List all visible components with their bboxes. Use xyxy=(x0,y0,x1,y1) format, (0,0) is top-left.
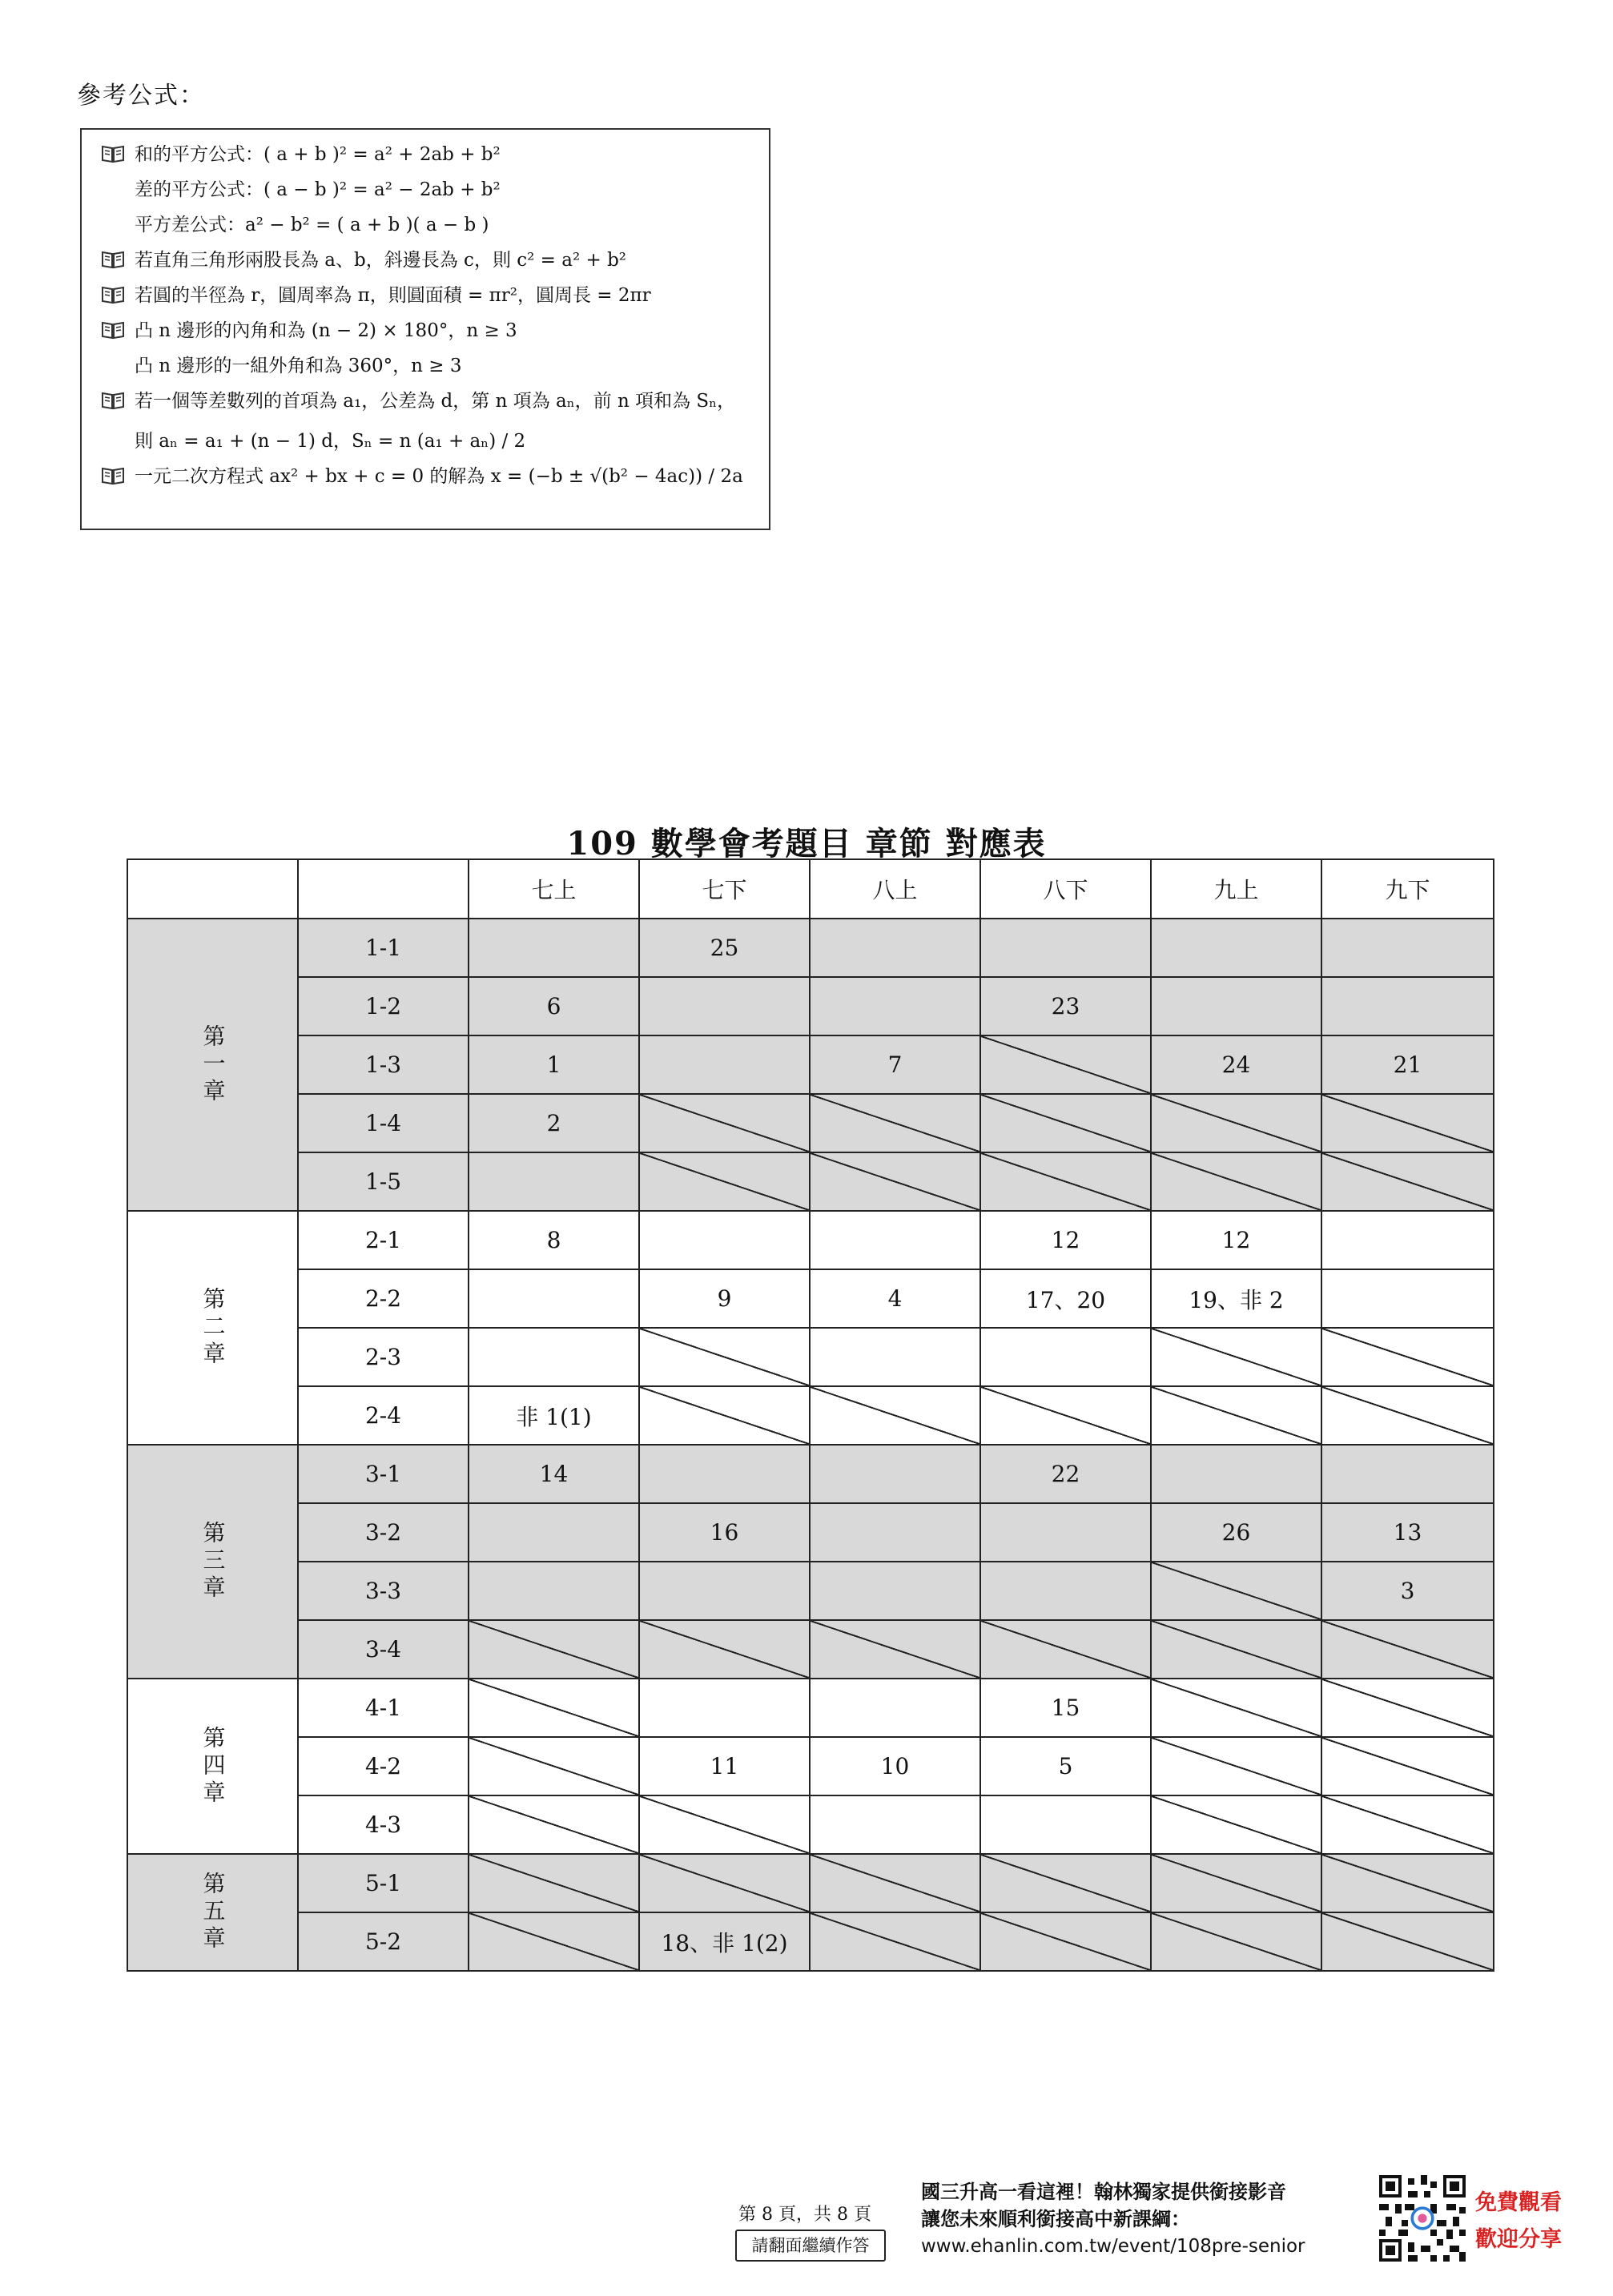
empty-slash-cell xyxy=(980,1152,1151,1211)
section-cell: 1-5 xyxy=(298,1152,469,1211)
question-cell: 1 xyxy=(469,1035,639,1094)
question-cell xyxy=(469,919,639,977)
question-cell xyxy=(810,1328,980,1386)
table-title: 109 數學會考題目 章節 對應表 xyxy=(566,825,1047,863)
chapter-label: 第三章 xyxy=(127,1445,298,1679)
empty-slash-cell xyxy=(1321,1386,1494,1445)
section-cell: 4-2 xyxy=(298,1737,469,1795)
question-cell xyxy=(1151,919,1321,977)
question-cell xyxy=(1321,919,1494,977)
table-row xyxy=(127,1854,1494,1912)
empty-slash-cell xyxy=(1321,1152,1494,1211)
question-cell xyxy=(469,1152,639,1211)
question-cell: 3 xyxy=(1321,1562,1494,1620)
question-cell xyxy=(1151,1445,1321,1503)
question-cell: 9 xyxy=(639,1269,810,1328)
header-cell: 九下 xyxy=(1321,859,1494,919)
empty-slash-cell xyxy=(639,1620,810,1679)
header-row xyxy=(127,859,1494,919)
header-cell: 七上 xyxy=(469,859,639,919)
empty-slash-cell xyxy=(810,1094,980,1152)
table-row xyxy=(127,1445,1494,1503)
question-cell xyxy=(810,919,980,977)
question-cell: 21 xyxy=(1321,1035,1494,1094)
question-cell xyxy=(980,1328,1151,1386)
empty-slash-cell xyxy=(810,1152,980,1211)
empty-slash-cell xyxy=(980,1620,1151,1679)
empty-slash-cell xyxy=(980,1912,1151,1971)
empty-slash-cell xyxy=(1151,1737,1321,1795)
empty-slash-cell xyxy=(980,1386,1151,1445)
empty-slash-cell xyxy=(810,1854,980,1912)
empty-slash-cell xyxy=(639,1386,810,1445)
question-cell xyxy=(469,1562,639,1620)
formula-line: 差的平方公式：( a − b )² = a² − 2ab + b² xyxy=(135,179,501,200)
section-cell: 1-4 xyxy=(298,1094,469,1152)
empty-slash-cell xyxy=(1321,1679,1494,1737)
section-cell: 5-1 xyxy=(298,1854,469,1912)
empty-slash-cell xyxy=(639,1152,810,1211)
empty-slash-cell xyxy=(1321,1094,1494,1152)
question-cell xyxy=(639,1445,810,1503)
question-cell xyxy=(810,1503,980,1562)
table-row xyxy=(127,1035,1494,1094)
empty-slash-cell xyxy=(469,1795,639,1854)
empty-slash-cell xyxy=(1321,1737,1494,1795)
empty-slash-cell xyxy=(1151,1854,1321,1912)
empty-slash-cell xyxy=(469,1912,639,1971)
question-cell xyxy=(810,977,980,1035)
question-cell xyxy=(1321,977,1494,1035)
empty-slash-cell xyxy=(1151,1094,1321,1152)
question-cell xyxy=(810,1211,980,1269)
table-row xyxy=(127,1211,1494,1269)
table-row xyxy=(127,1328,1494,1386)
question-cell: 10 xyxy=(810,1737,980,1795)
question-cell: 12 xyxy=(1151,1211,1321,1269)
formula-line: 平方差公式：a² − b² = ( a + b )( a − b ) xyxy=(135,215,489,235)
section-cell: 4-3 xyxy=(298,1795,469,1854)
empty-slash-cell xyxy=(1321,1912,1494,1971)
question-cell xyxy=(810,1679,980,1737)
question-cell xyxy=(639,1211,810,1269)
section-cell: 1-3 xyxy=(298,1035,469,1094)
question-cell: 23 xyxy=(980,977,1151,1035)
table-row xyxy=(127,1094,1494,1152)
question-cell xyxy=(1321,1269,1494,1328)
book-icon xyxy=(101,320,125,340)
question-cell: 25 xyxy=(639,919,810,977)
question-cell: 13 xyxy=(1321,1503,1494,1562)
question-cell xyxy=(639,1679,810,1737)
empty-slash-cell xyxy=(810,1912,980,1971)
section-cell: 2-3 xyxy=(298,1328,469,1386)
question-cell xyxy=(980,1503,1151,1562)
question-cell xyxy=(980,1562,1151,1620)
turn-over-label: 請翻面繼續作答 xyxy=(735,2230,886,2262)
promo-url[interactable]: www.ehanlin.com.tw/event/108pre-senior xyxy=(921,2236,1305,2257)
empty-slash-cell xyxy=(1321,1795,1494,1854)
empty-slash-cell xyxy=(1151,1328,1321,1386)
question-cell: 24 xyxy=(1151,1035,1321,1094)
formula-line: 一元二次方程式 ax² + bx + c = 0 的解為 x = (−b ± √(b² − 4ac)) / 2a xyxy=(101,464,769,489)
corner-cell xyxy=(298,859,469,919)
empty-slash-cell xyxy=(1151,1386,1321,1445)
chapter-label: 第五章 xyxy=(127,1854,298,1971)
empty-slash-cell xyxy=(1151,1620,1321,1679)
book-icon xyxy=(101,466,125,485)
chapter-label: 第四章 xyxy=(127,1679,298,1854)
corner-cell xyxy=(127,859,298,919)
empty-slash-cell xyxy=(1321,1328,1494,1386)
section-cell: 2-1 xyxy=(298,1211,469,1269)
empty-slash-cell xyxy=(1151,1912,1321,1971)
header-cell: 九上 xyxy=(1151,859,1321,919)
question-cell xyxy=(1321,1445,1494,1503)
page-number: 第 8 頁，共 8 頁 xyxy=(738,2205,871,2225)
empty-slash-cell xyxy=(980,1094,1151,1152)
promo-line: 國三升高一看這裡！翰林獨家提供銜接影音 xyxy=(921,2181,1286,2203)
section-cell: 3-3 xyxy=(298,1562,469,1620)
empty-slash-cell xyxy=(469,1737,639,1795)
formula-line: 若一個等差數列的首項為 a₁，公差為 d，第 n 項為 aₙ，前 n 項和為 Sₙ， xyxy=(101,389,769,413)
book-icon xyxy=(101,391,125,410)
question-cell: 26 xyxy=(1151,1503,1321,1562)
question-cell xyxy=(469,1269,639,1328)
question-cell xyxy=(639,1562,810,1620)
empty-slash-cell xyxy=(980,1854,1151,1912)
empty-slash-cell xyxy=(810,1386,980,1445)
question-cell: 非 1(1) xyxy=(469,1386,639,1445)
section-cell: 4-1 xyxy=(298,1679,469,1737)
book-icon xyxy=(101,144,125,163)
table-row xyxy=(127,1269,1494,1328)
header-cell: 八上 xyxy=(810,859,980,919)
table-row xyxy=(127,919,1494,977)
empty-slash-cell xyxy=(1151,1795,1321,1854)
free-watch-label: 免費觀看 xyxy=(1475,2190,1562,2215)
table-row xyxy=(127,1679,1494,1737)
table-row xyxy=(127,1503,1494,1562)
empty-slash-cell xyxy=(469,1679,639,1737)
question-cell xyxy=(980,1795,1151,1854)
formula-line: 和的平方公式：( a + b )² = a² + 2ab + b² xyxy=(101,143,769,167)
question-cell xyxy=(469,1503,639,1562)
table-row xyxy=(127,1737,1494,1795)
empty-slash-cell xyxy=(810,1620,980,1679)
question-cell: 14 xyxy=(469,1445,639,1503)
promo-line: 讓您未來順利銜接高中新課綱： xyxy=(921,2208,1190,2230)
question-cell: 8 xyxy=(469,1211,639,1269)
section-cell: 3-2 xyxy=(298,1503,469,1562)
formula-box xyxy=(80,128,770,530)
formula-line: 若圓的半徑為 r，圓周率為 π，則圓面積 = πr²，圓周長 = 2πr xyxy=(101,283,769,308)
chapter-label: 第二章 xyxy=(127,1211,298,1445)
table-row xyxy=(127,1620,1494,1679)
welcome-share-label: 歡迎分享 xyxy=(1475,2227,1562,2252)
question-cell xyxy=(639,977,810,1035)
empty-slash-cell xyxy=(469,1854,639,1912)
empty-slash-cell xyxy=(639,1328,810,1386)
table-body xyxy=(127,919,1494,1971)
question-cell: 4 xyxy=(810,1269,980,1328)
question-cell xyxy=(810,1562,980,1620)
question-cell xyxy=(469,1328,639,1386)
question-cell: 22 xyxy=(980,1445,1151,1503)
chapter-table xyxy=(127,858,1494,1972)
table-row xyxy=(127,1386,1494,1445)
header-cell: 七下 xyxy=(639,859,810,919)
formula-line: 凸 n 邊形的內角和為 (n − 2) × 180°，n ≥ 3 xyxy=(101,319,769,343)
empty-slash-cell xyxy=(1151,1562,1321,1620)
header-cell: 八下 xyxy=(980,859,1151,919)
empty-slash-cell xyxy=(980,1035,1151,1094)
book-icon xyxy=(101,285,125,304)
question-cell: 15 xyxy=(980,1679,1151,1737)
question-cell: 19、非 2 xyxy=(1151,1269,1321,1328)
table-row xyxy=(127,977,1494,1035)
chapter-label: 第一章 xyxy=(127,919,298,1211)
question-cell: 7 xyxy=(810,1035,980,1094)
section-cell: 1-1 xyxy=(298,919,469,977)
question-cell: 17、20 xyxy=(980,1269,1151,1328)
section-cell: 3-1 xyxy=(298,1445,469,1503)
empty-slash-cell xyxy=(639,1854,810,1912)
question-cell: 16 xyxy=(639,1503,810,1562)
section-cell: 2-4 xyxy=(298,1386,469,1445)
question-cell: 6 xyxy=(469,977,639,1035)
section-cell: 2-2 xyxy=(298,1269,469,1328)
section-cell: 1-2 xyxy=(298,977,469,1035)
empty-slash-cell xyxy=(1151,1679,1321,1737)
question-cell: 5 xyxy=(980,1737,1151,1795)
promo-block xyxy=(921,2178,1305,2260)
empty-slash-cell xyxy=(469,1620,639,1679)
question-cell xyxy=(810,1445,980,1503)
empty-slash-cell xyxy=(639,1795,810,1854)
question-cell xyxy=(980,919,1151,977)
empty-slash-cell xyxy=(1151,1152,1321,1211)
question-cell xyxy=(1151,977,1321,1035)
reference-heading: 參考公式： xyxy=(77,82,205,110)
empty-slash-cell xyxy=(639,1094,810,1152)
table-row xyxy=(127,1795,1494,1854)
question-cell: 12 xyxy=(980,1211,1151,1269)
table-row xyxy=(127,1152,1494,1211)
question-cell xyxy=(810,1795,980,1854)
formula-line: 若直角三角形兩股長為 a、b，斜邊長為 c，則 c² = a² + b² xyxy=(101,248,769,272)
question-cell: 11 xyxy=(639,1737,810,1795)
book-icon xyxy=(101,250,125,269)
table-row xyxy=(127,1912,1494,1971)
promo-red xyxy=(1475,2185,1562,2258)
section-cell: 3-4 xyxy=(298,1620,469,1679)
formula-line: 則 aₙ = a₁ + (n − 1) d，Sₙ = n (a₁ + aₙ) / 2 xyxy=(135,431,526,452)
empty-slash-cell xyxy=(1321,1620,1494,1679)
question-cell xyxy=(1321,1211,1494,1269)
empty-slash-cell xyxy=(1321,1854,1494,1912)
section-cell: 5-2 xyxy=(298,1912,469,1971)
formula-line: 凸 n 邊形的一組外角和為 360°，n ≥ 3 xyxy=(135,356,462,376)
question-cell xyxy=(639,1035,810,1094)
question-cell: 18、非 1(2) xyxy=(639,1912,810,1971)
table-row xyxy=(127,1562,1494,1620)
question-cell: 2 xyxy=(469,1094,639,1152)
qr-code-icon[interactable] xyxy=(1379,2175,1466,2262)
